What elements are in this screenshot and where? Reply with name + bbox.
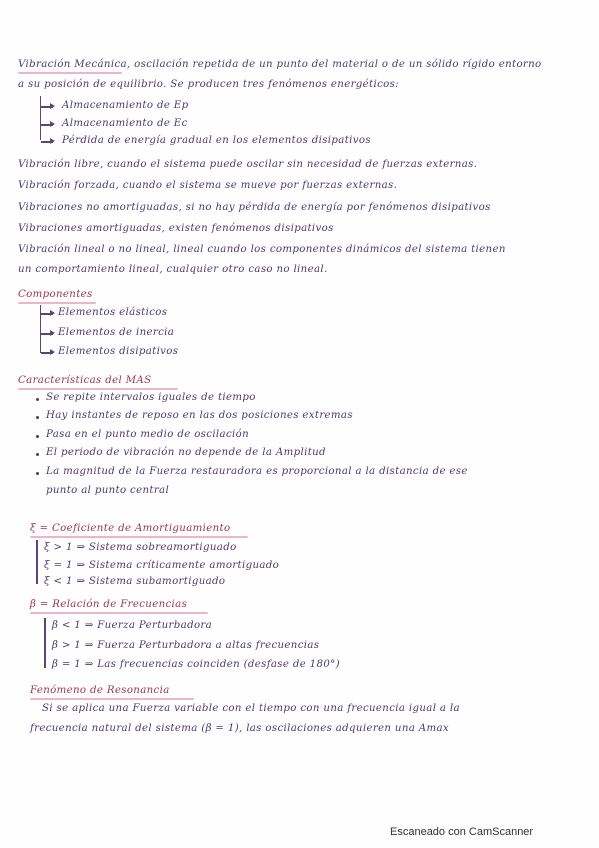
intro-line-2: a su posición de equilibrio. Se producen tres fenómenos energéticos: [18,79,400,90]
xi-item: ξ > 1 ⇒ Sistema sobreamortiguado [44,542,237,553]
definition-line: Vibración forzada, cuando el sistema se mueve por fuerzas externas. [18,180,398,191]
intro-item: Almacenamiento de Ep [62,100,189,111]
mas-item: Pasa en el punto medio de oscilación [46,429,250,440]
bullet [36,472,39,475]
beta-bracket [44,618,46,668]
componentes-item: Elementos elásticos [58,307,168,318]
definition-line: Vibración libre, cuando el sistema puede oscilar sin necesidad de fuerzas externas. [18,159,478,170]
arrow-icon [41,141,53,143]
intro-brace [40,96,41,140]
arrow-icon [41,106,53,108]
resonancia-line-2: frecuencia natural del sistema (β = 1), las oscilaciones adquieren una Amax [30,723,449,734]
definition-line: Vibraciones no amortiguadas, si no hay pérdida de energía por fenómenos disipativos [18,202,491,213]
linear-line-2: un comportamiento lineal, cualquier otro caso no lineal. [18,264,328,275]
componentes-item: Elementos disipativos [58,346,179,357]
resonancia-line-1: Si se aplica una Fuerza variable con el tiempo con una frecuencia igual a la [42,703,460,714]
heading-underline [30,536,248,538]
bullet [36,453,39,456]
mas-item: La magnitud de la Fuerza restauradora es proporcional a la distancia de ese [46,466,468,477]
componentes-item: Elementos de inercia [58,327,175,338]
bullet [36,416,39,419]
arrow-icon [41,333,53,335]
arrow-icon [41,124,53,126]
beta-item: β > 1 ⇒ Fuerza Perturbadora a altas frecuencias [52,640,320,651]
mas-item: El periodo de vibración no depende de la Amplitud [46,447,326,458]
arrow-icon [41,352,53,354]
beta-title: β = Relación de Frecuencias [30,599,188,610]
componentes-title: Componentes [18,289,93,300]
beta-item: β = 1 ⇒ Las frecuencias coinciden (desfase de 180°) [52,659,340,670]
xi-bracket [36,540,38,584]
intro-line-1: Vibración Mecánica, oscilación repetida de un punto del material o de un sólido rígido entorno [18,59,542,70]
title-underline [18,72,122,74]
heading-underline [30,612,208,614]
heading-underline [18,302,96,304]
mas-title: Características del MAS [18,375,152,386]
bullet [36,398,39,401]
scanner-watermark: Escaneado con CamScanner [390,826,534,838]
intro-item: Pérdida de energía gradual en los elementos disipativos [62,135,371,146]
linear-line-1: Vibración lineal o no lineal, lineal cuando los componentes dinámicos del sistema tienen [18,244,506,255]
mas-continuation: punto al punto central [46,485,170,496]
heading-underline [30,698,194,700]
mas-item: Hay instantes de reposo en las dos posiciones extremas [46,410,353,421]
beta-item: β < 1 ⇒ Fuerza Perturbadora [52,620,213,631]
arrow-icon [41,313,53,315]
xi-title: ξ = Coeficiente de Amortiguamiento [30,523,231,534]
xi-item: ξ < 1 ⇒ Sistema subamortiguado [44,576,226,587]
bullet [36,435,39,438]
definition-line: Vibraciones amortiguadas, existen fenómenos disipativos [18,223,334,234]
xi-item: ξ = 1 ⇒ Sistema críticamente amortiguado [44,560,280,571]
heading-underline [18,388,178,390]
mas-item: Se repite intervalos iguales de tiempo [46,392,256,403]
resonancia-title: Fenómeno de Resonancia [30,685,170,696]
intro-item: Almacenamiento de Ec [62,118,188,129]
